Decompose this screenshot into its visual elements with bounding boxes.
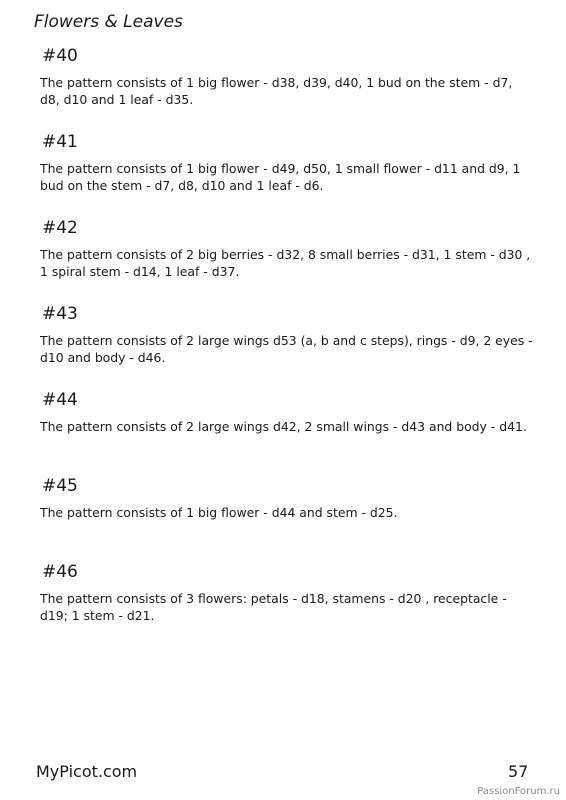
pattern-45-section: [40, 476, 535, 521]
pattern-44-section: [40, 390, 535, 435]
pattern-number: #46: [42, 562, 78, 582]
page-number: 57: [508, 762, 529, 781]
pattern-description: The pattern consists of 1 big flower - d38, d39, d40, 1 bud on the stem - d7, d8, d10 and 1 leaf - d35.: [40, 75, 513, 107]
pattern-41-section: [40, 132, 535, 194]
pattern-description: The pattern consists of 2 big berries - d32, 8 small berries - d31, 1 stem - d30 , 1 spiral stem - d14, 1 leaf - d37.: [40, 247, 531, 279]
pattern-description: The pattern consists of 1 big flower - d49, d50, 1 small flower - d11 and d9, 1 bud on the stem - d7, d8, d10 and 1 leaf - d6.: [40, 161, 521, 193]
footer-site-name: MyPicot.com: [36, 762, 138, 781]
pattern-description: The pattern consists of 3 flowers: petals - d18, stamens - d20 , receptacle - d19; 1 stem - d21.: [40, 591, 507, 623]
pattern-43-section: [40, 304, 535, 366]
pattern-number: #43: [42, 304, 78, 324]
watermark-text: PassionForum.ru: [477, 786, 560, 797]
page-header-title: Flowers & Leaves: [34, 12, 183, 32]
pattern-number: #45: [42, 476, 78, 496]
pattern-number: #42: [42, 218, 78, 238]
pattern-number: #41: [42, 132, 78, 152]
pattern-40-section: [40, 46, 535, 108]
pattern-description: The pattern consists of 2 large wings d53 (a, b and c steps), rings - d9, 2 eyes - d10 and body - d46.: [40, 333, 533, 365]
pattern-number: #44: [42, 390, 78, 410]
pattern-description: The pattern consists of 2 large wings d42, 2 small wings - d43 and body - d41.: [40, 419, 527, 434]
pattern-description: The pattern consists of 1 big flower - d44 and stem - d25.: [40, 505, 398, 520]
pattern-42-section: [40, 218, 535, 280]
pattern-46-section: [40, 562, 535, 624]
pattern-number: #40: [42, 46, 78, 66]
